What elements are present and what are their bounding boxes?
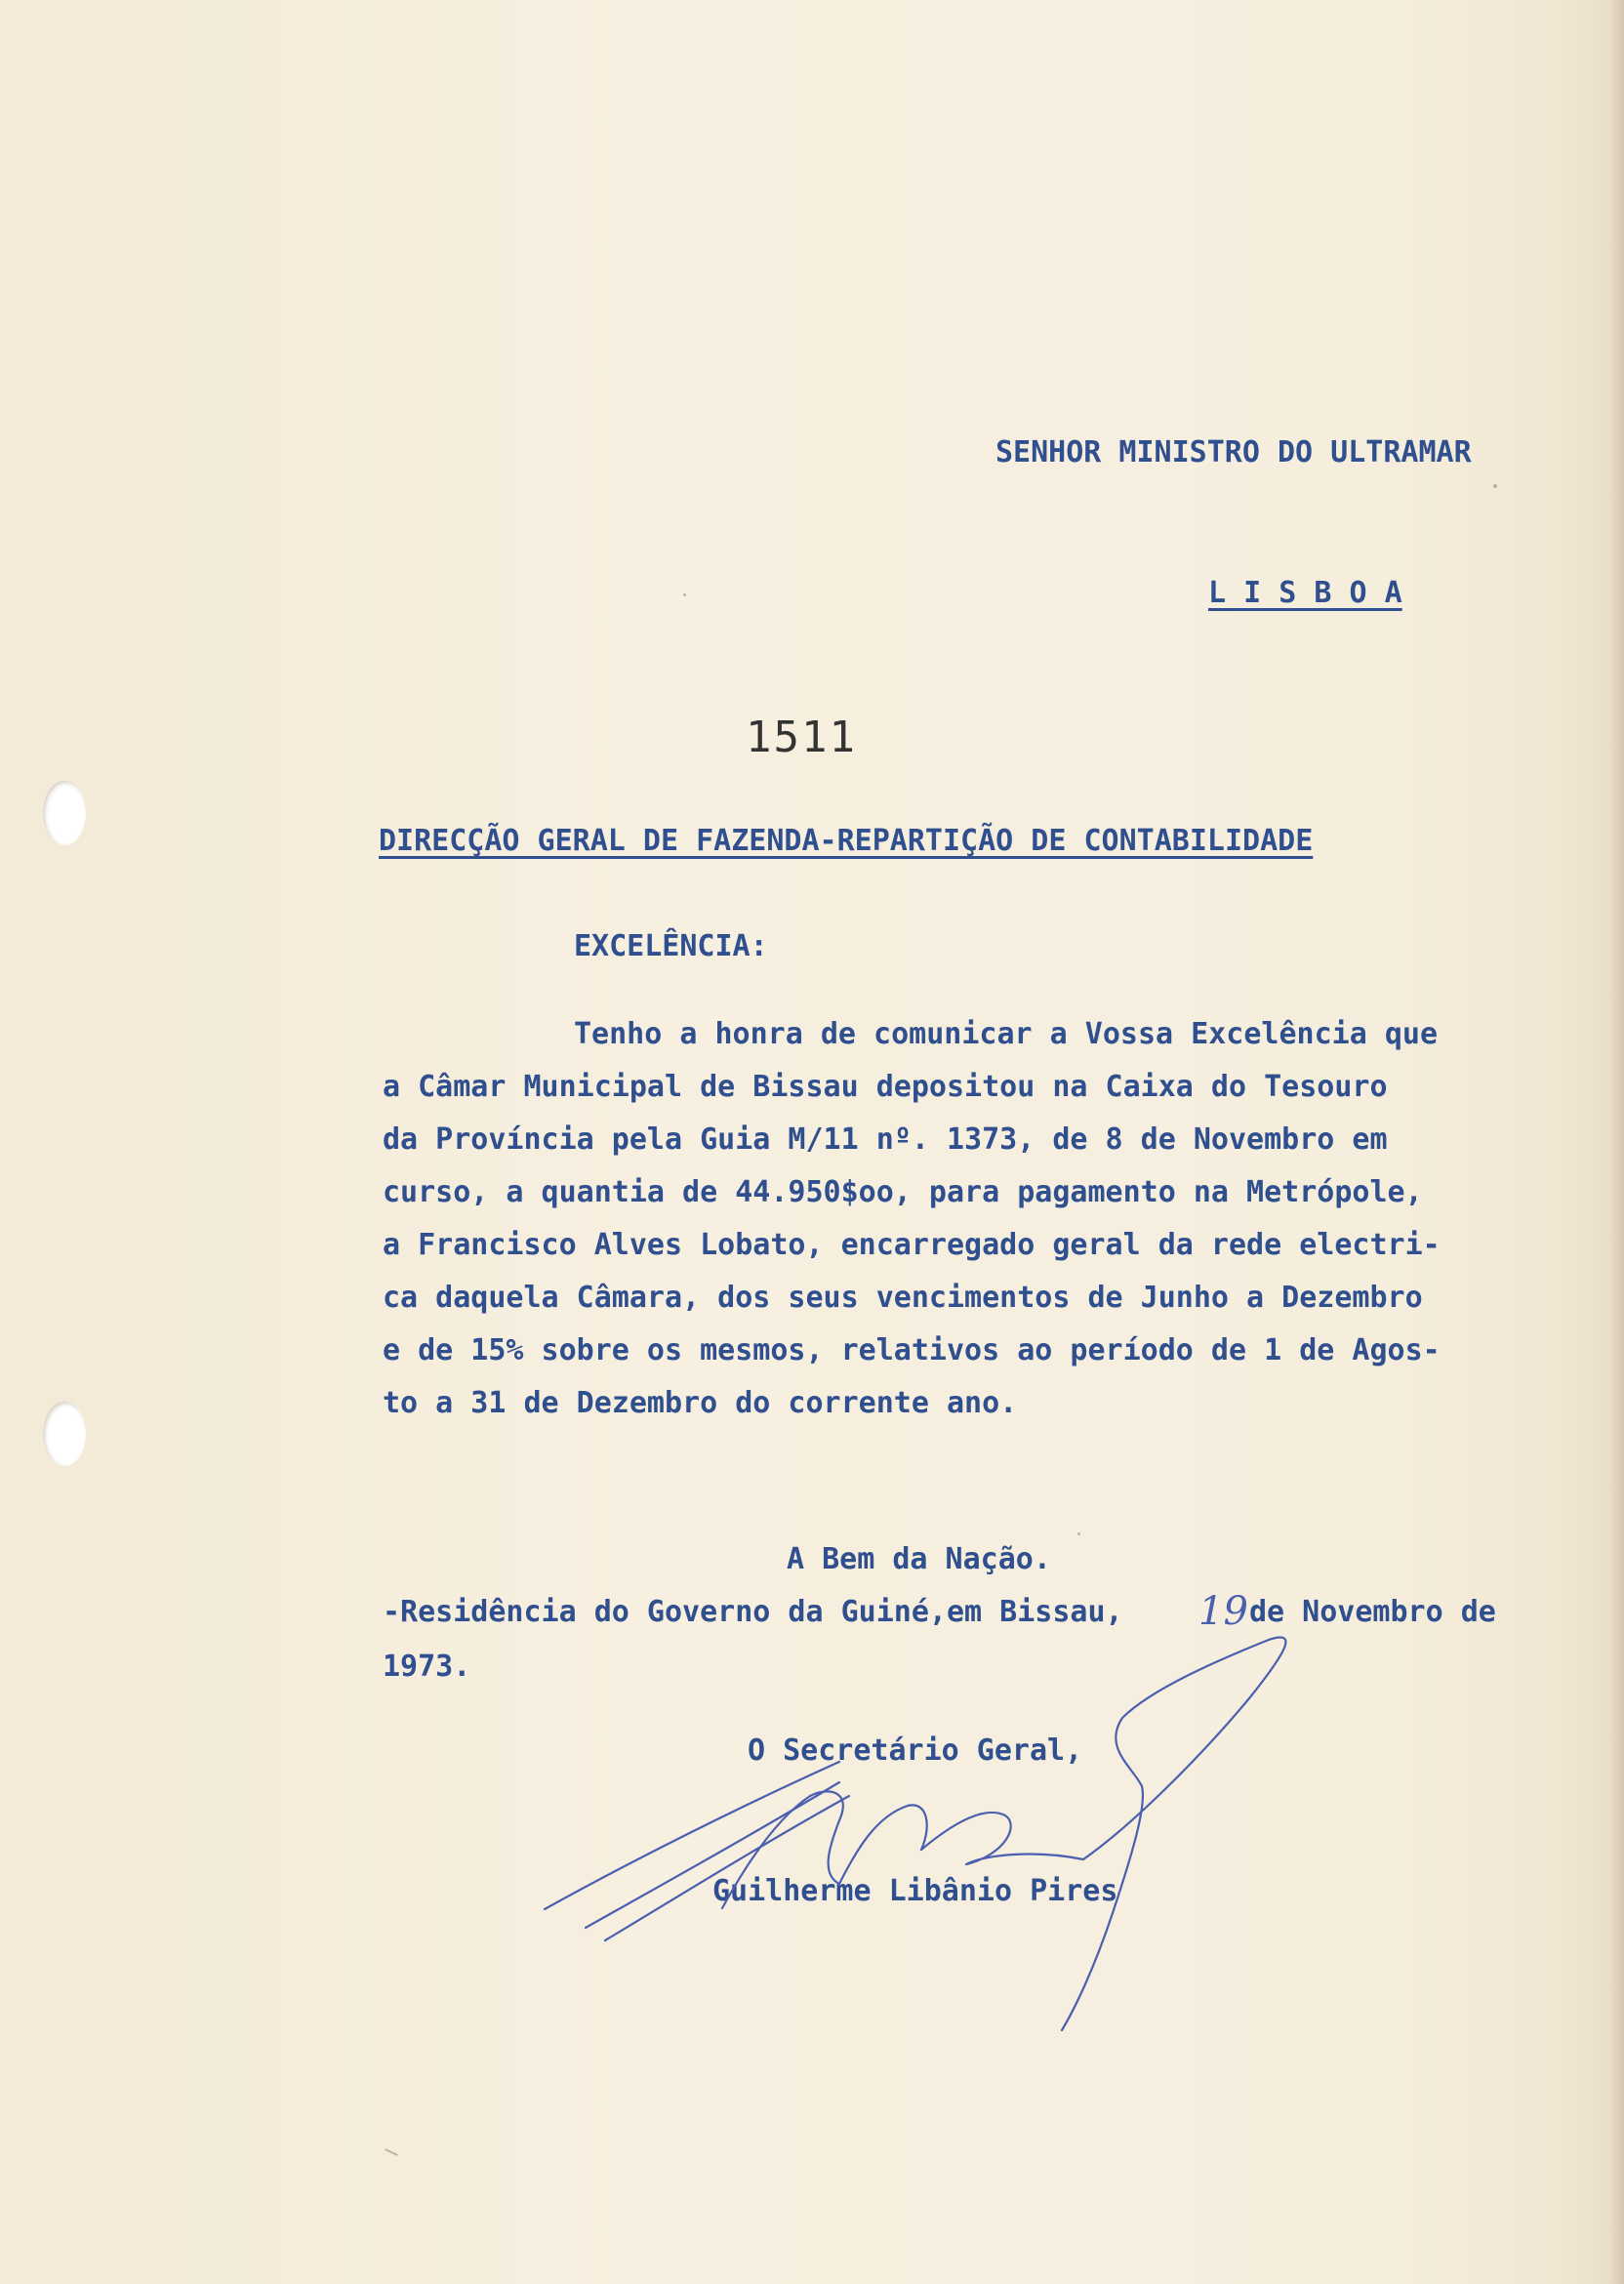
signatory-title: O Secretário Geral, — [748, 1733, 1083, 1768]
city-line: L I S B O A — [1208, 576, 1402, 610]
punch-hole-top — [43, 781, 86, 845]
place-line: -Residência do Governo da Guiné,em Bissau, — [383, 1595, 1123, 1629]
document-number-stamp: 1511 — [746, 713, 857, 762]
paper-edge-shadow — [1610, 0, 1624, 2284]
body-line-6: ca daquela Câmara, dos seus vencimentos de Junho a Dezembro — [383, 1281, 1423, 1315]
paper-speck — [1077, 1532, 1080, 1535]
salutation: EXCELÊNCIA: — [574, 929, 768, 963]
body-line-4: curso, a quantia de 44.950$oo, para pagamento na Metrópole, — [383, 1175, 1423, 1209]
body-line-1: Tenho a honra de comunicar a Vossa Excelência que — [574, 1017, 1439, 1051]
body-line-7: e de 15% sobre os mesmos, relativos ao período de 1 de Agos- — [383, 1333, 1441, 1367]
date-rest: de Novembro de — [1249, 1595, 1496, 1629]
body-line-8: to a 31 de Dezembro do corrente ano. — [383, 1386, 1018, 1420]
body-line-3: da Província pela Guia M/11 nº. 1373, de 8 de Novembro em — [383, 1122, 1388, 1157]
body-line-2: a Câmar Municipal de Bissau depositou na Caixa do Tesouro — [383, 1070, 1388, 1104]
paper-speck — [1493, 484, 1497, 488]
paper-speck — [683, 593, 686, 596]
handwritten-day: 19 — [1198, 1589, 1248, 1634]
body-line-5: a Francisco Alves Lobato, encarregado geral da rede electri- — [383, 1228, 1441, 1262]
signatory-name: Guilherme Libânio Pires — [712, 1874, 1118, 1908]
subject-heading: DIRECÇÃO GERAL DE FAZENDA-REPARTIÇÃO DE CONTABILIDADE — [379, 824, 1314, 858]
closing-line: A Bem da Nação. — [787, 1542, 1051, 1576]
punch-hole-bottom — [43, 1402, 86, 1466]
recipient-line: SENHOR MINISTRO DO ULTRAMAR — [995, 435, 1472, 469]
year-line: 1973. — [383, 1650, 471, 1684]
